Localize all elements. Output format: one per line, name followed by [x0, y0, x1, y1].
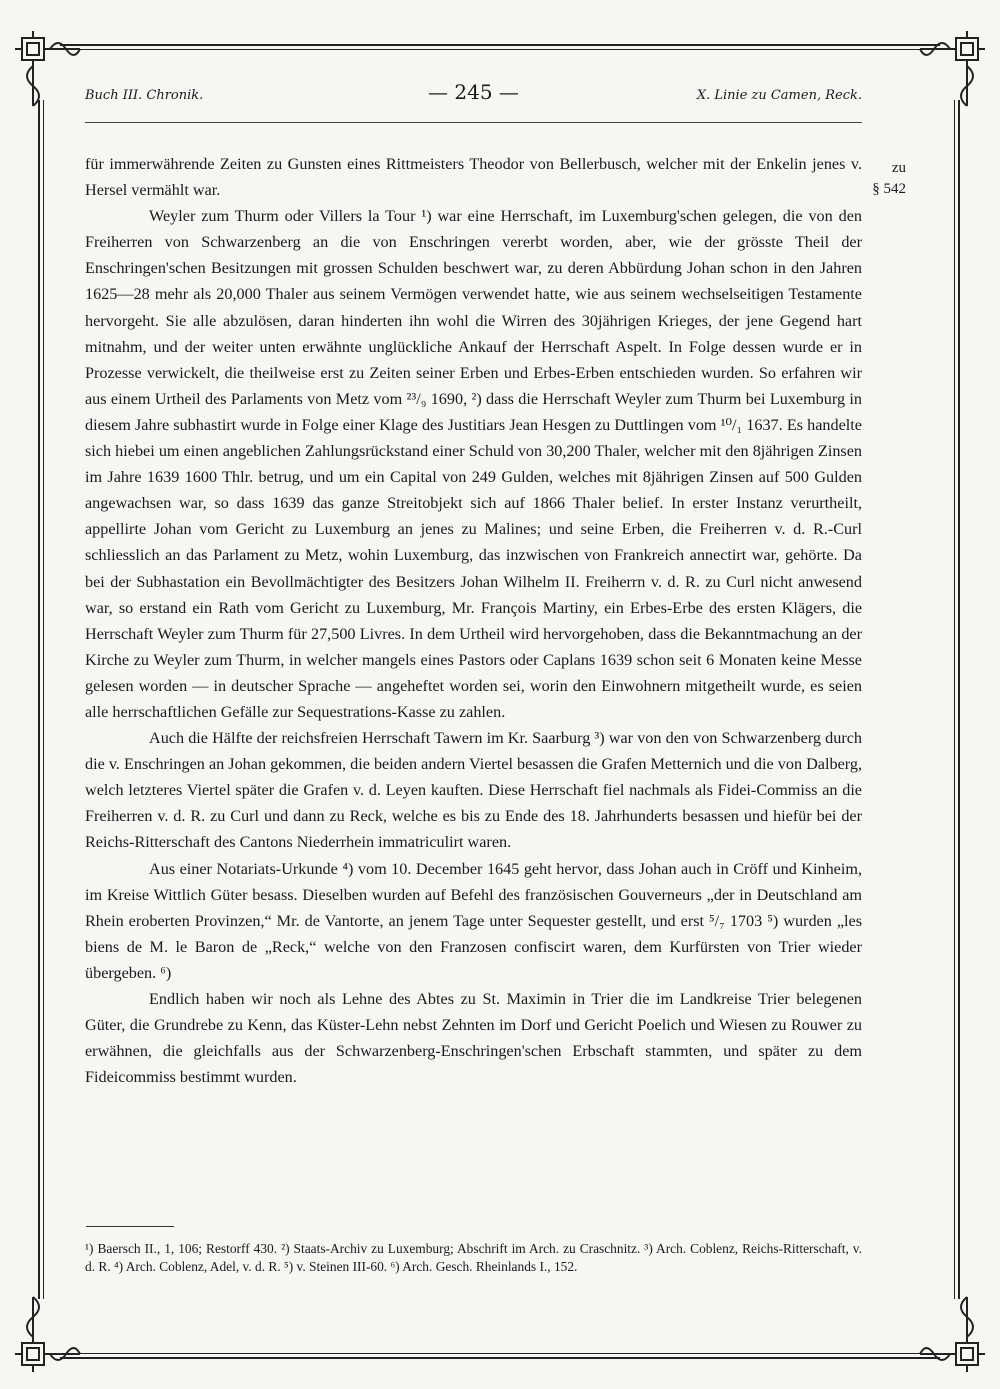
border-bottom	[60, 1357, 940, 1359]
footnotes	[85, 1240, 862, 1276]
page-number: — 245 —	[428, 80, 519, 104]
paragraph-4: Aus einer Notariats-Urkunde ⁴) vom 10. December 1645 geht hervor, dass Johan auch in Cröff und Kinheim, im Kreise Wittlich Güter besass. Dieselben wurden auf Befehl des französischen Gouverneurs „der in Deutschland am Rhein eroberten Provinzen,“ Mr. de Vantorte, an jenem Tage unter Sequester gestellt, und erst ⁵/₇ 1703 ⁵) wurden „les biens de M. le Baron de „Reck,“ welche von den Franzosen confiscirt waren, dem Kurfürsten von Trier wieder übergeben. ⁶)	[85, 859, 862, 982]
margin-note-line-2: § 542	[872, 181, 906, 197]
border-left	[38, 100, 40, 1299]
border-left-inner	[43, 100, 44, 1299]
corner-ornament-top-left	[12, 26, 82, 116]
border-top	[60, 44, 940, 46]
border-right-inner	[954, 100, 955, 1299]
border-bottom-inner	[60, 1353, 940, 1354]
corner-ornament-bottom-right	[918, 1287, 988, 1377]
border-top-inner	[60, 49, 940, 50]
corner-ornament-top-right	[918, 26, 988, 116]
paragraph-2: Weyler zum Thurm oder Villers la Tour ¹) war eine Herrschaft, im Luxemburg'schen gelegen, die von den Freiherren von Schwarzenberg an die von Enschringen vererbt worden, aber, wie der grösste Theil der Enschringen'schen Besitzungen mit grossen Schulden beschwert war, zu deren Abbürdung Johan schon in den Jahren 1625—28 mehr als 20,000 Thaler aus seinem Vermögen verwendet hatte, wie aus seinem wechselseitigen Testamente hervorgeht. Sie alle abzulösen, daran hinderten ihn wohl die Wirren des 30jährigen Krieges, der jene Gegend hart mitnahm, und der weiter unten erwähnte unglückliche Ankauf der Herrschaft Aspelt. In Folge dessen wurde er in Prozesse verwickelt, die theilweise erst zu Zeiten seiner Erben und Erbes-Erben entschieden wurden. So erfahren wir aus einem Urtheil des Parlaments von Metz vom ²³/₉ 1690, ²) dass die Herrschaft Weyler zum Thurm bei Luxemburg in diesem Jahre subhastirt wurde in Folge einer Klage des Justitiars Jean Hesgen zu Duttlingen vom ¹⁰/₁ 1637. Es handelte sich hiebei um einen angeblichen Zahlungsrückstand einer Schuld von 30,200 Thaler, welcher mit den 8jährigen Zinsen im Jahre 1639 1600 Thlr. betrug, und um ein Capital von 249 Gulden, welches mit 8jährigen Zinsen auf 500 Gulden angewachsen war, so dass 1639 das ganze Streitobjekt sich auf 1866 Thaler belief. In erster Instanz verurtheilt, appellirte Johan vom Gericht zu Luxemburg an jenes zu Malines; und seine Erben, die Freiherren v. d. R.-Curl schliesslich an das Parlament zu Metz, wohin Luxemburg, das inzwischen von Frankreich annectirt war, gehörte. Da bei der Subhastation ein Bevollmächtigter des Besitzers Johan Wilhelm II. Freiherrn v. d. R. zu Curl nicht anwesend war, so erstand ein Rath vom Gericht zu Luxemburg, Mr. François Martiny, ein Erbes-Erbe des ersten Klägers, die Herrschaft Weyler zum Thurm für 27,500 Livres. In dem Urtheil wird hervorgehoben, dass die Bekanntmachung an der Kirche zu Weyler zum Thurm, in welcher mangels eines Pastors oder Caplans 1639 schon seit 6 Monaten keine Messe gelesen worden — in deutscher Sprache — angeheftet worden sei, worin den Einwohnern mitgetheilt wurde, es seien alle herrschaftlichen Gefälle zur Sequestrations-Kasse zu zahlen.	[85, 207, 862, 721]
margin-note-line-1: zu	[891, 160, 906, 176]
paragraph-1: für immerwährende Zeiten zu Gunsten eines Rittmeisters Theodor von Bellerbusch, welcher mit der Enkelin jenes v. Hersel vermählt war.	[85, 155, 862, 200]
header-rule	[85, 122, 862, 123]
margin-note	[862, 158, 906, 200]
paragraph-3: Auch die Hälfte der reichsfreien Herrschaft Tawern im Kr. Saarburg ³) war von den von Schwarzenberg durch die v. Enschringen an Johan gekommen, die beiden andern Viertel besassen die Grafen Metternich und die von Dalberg, welch letzteres Viertel später die Grafen v. d. Leyen kauften. Diese Herrschaft fiel nachmals als Fidei-Commiss an die Freiherren v. d. R. zu Curl und dann zu Reck, welche es bis zu Ende des 18. Jahrhunderts besassen und hiefür bei der Reichs-Ritterschaft des Cantons Niederrhein immatriculirt waren.	[85, 729, 862, 852]
footnote-rule	[86, 1226, 174, 1227]
paragraph-5: Endlich haben wir noch als Lehne des Abtes zu St. Maximin in Trier die im Landkreise Trier belegenen Güter, die Grundrebe zu Kenn, das Küster-Lehn nebst Zehnten im Dorf und Gericht Poelich und Wiesen zu Rouwer zu erwähnen, die gleichfalls aus der Schwarzenberg-Enschringen'schen Erbschaft stammten, und später zu dem Fideicommiss bestimmt wurden.	[85, 990, 862, 1087]
border-right	[958, 100, 960, 1299]
body-text	[85, 151, 862, 1090]
corner-ornament-bottom-left	[12, 1287, 82, 1377]
header-book-title: Buch III. Chronik.	[85, 88, 204, 103]
running-header	[85, 78, 862, 108]
header-section-title: X. Linie zu Camen, Reck.	[696, 88, 862, 103]
footnotes-text: ¹) Baersch II., 1, 106; Restorff 430. ²) Staats-Archiv zu Luxemburg; Abschrift im Arch. zu Craschnitz. ³) Arch. Coblenz, Reichs-Ritterschaft, v. d. R. ⁴) Arch. Coblenz, Adel, v. d. R. ⁵) v. Steinen III-60. ⁶) Arch. Gesch. Rheinlands I., 152.	[85, 1241, 862, 1274]
